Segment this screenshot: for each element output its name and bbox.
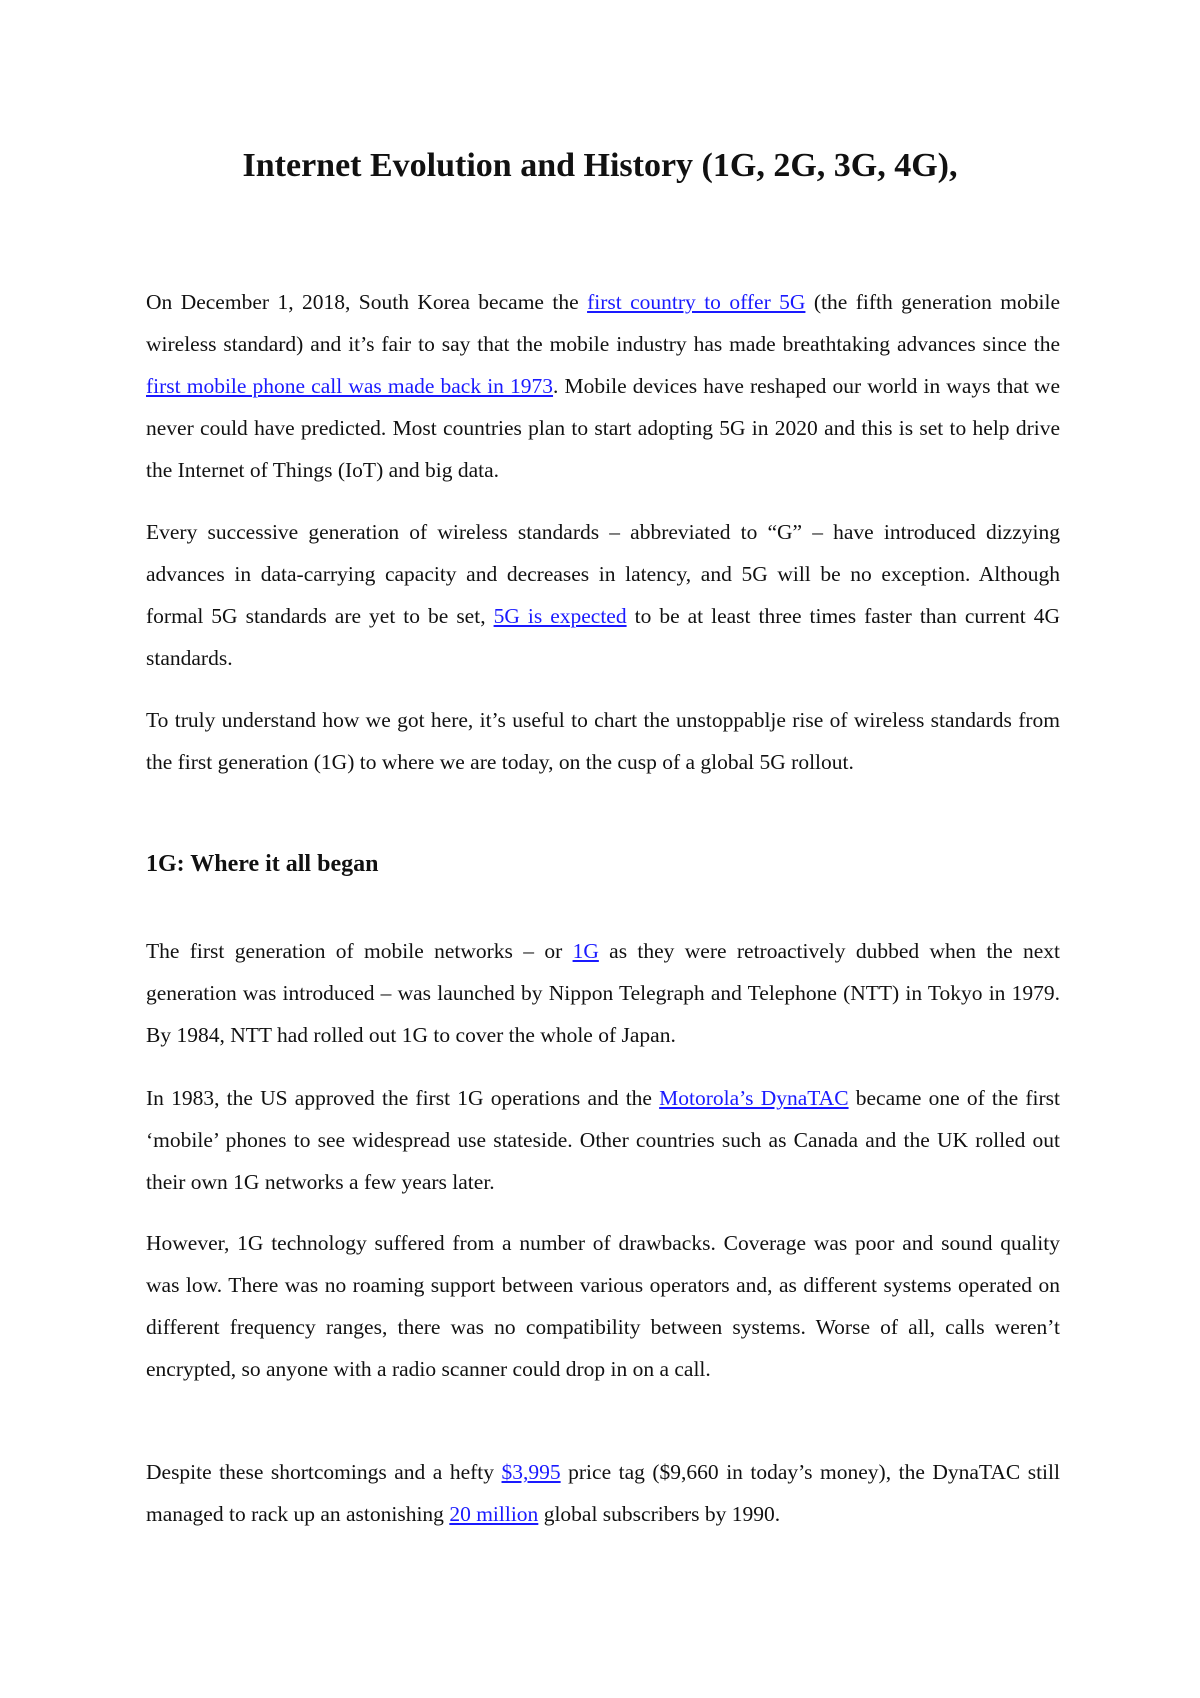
paragraph-generations <box>146 511 1060 679</box>
paragraph-text: However, 1G technology suffered from a number of drawbacks. Coverage was poor and sound quality was low. There was no roaming support between various operators and, as different systems operated on different frequency ranges, there was no compatibility between systems. Worse of all, calls weren’t encrypted, so anyone with a radio scanner could drop in on a call. <box>146 1231 1060 1381</box>
paragraph-understand <box>146 699 1060 783</box>
paragraph-text: In 1983, the US approved the first 1G operations and the <box>146 1086 660 1110</box>
paragraph-text: (the fifth generation mobile wireless standard) and it’s fair to say that the mobile industry has made breathtaking advances since the <box>146 290 1060 356</box>
paragraph-text: . Mobile devices have reshaped our world in ways that we never could have predicted. Most countries plan to start adopting 5G in 2020 and this is set to help drive the Internet of Things (IoT) and big data. <box>146 374 1060 482</box>
paragraph-dynatac-price <box>146 1451 1060 1535</box>
section-heading-1g: 1G: Where it all began <box>146 851 379 877</box>
paragraph-text: The first generation of mobile networks – or <box>146 939 573 963</box>
paragraph-us-1g <box>146 1077 1060 1203</box>
paragraph-text: to be at least three times faster than current 4G standards. <box>146 604 1060 670</box>
paragraph-1g-launch <box>146 930 1060 1056</box>
paragraph-text: as they were retroactively dubbed when the next generation was introduced – was launched by Nippon Telegraph and Telephone (NTT) in Tokyo in 1979. By 1984, NTT had rolled out 1G to cover the whole of Japan. <box>146 939 1060 1047</box>
link-first-country-5g[interactable]: first country to offer 5G <box>587 290 806 314</box>
paragraph-text: On December 1, 2018, South Korea became the <box>146 290 588 314</box>
link-20-million[interactable]: 20 million <box>449 1502 539 1526</box>
paragraph-text: Every successive generation of wireless standards – abbreviated to “G” – have introduced dizzying advances in data-carrying capacity and decreases in latency, and 5G will be no exception. Although formal 5G standards are yet to be set, <box>146 520 1060 628</box>
paragraph-1g-drawbacks <box>146 1222 1060 1390</box>
paragraph-text: To truly understand how we got here, it’s useful to chart the unstoppablje rise of wireless standards from the first generation (1G) to where we are today, on the cusp of a global 5G rollout. <box>146 708 1060 774</box>
link-5g-expected[interactable]: 5G is expected <box>493 604 627 628</box>
document-title: Internet Evolution and History (1G, 2G, 3G, 4G), <box>242 147 958 184</box>
paragraph-text: price tag ($9,660 in today’s money), the DynaTAC still managed to rack up an astonishing <box>146 1460 1060 1526</box>
paragraph-text: became one of the first ‘mobile’ phones to see widespread use stateside. Other countries such as Canada and the UK rolled out their own 1G networks a few years later. <box>146 1086 1061 1194</box>
link-motorola-dynatac[interactable]: Motorola’s DynaTAC <box>659 1086 849 1110</box>
paragraph-text: Despite these shortcomings and a hefty <box>146 1460 502 1484</box>
link-price-3995[interactable]: $3,995 <box>501 1460 561 1484</box>
link-first-mobile-call-1973[interactable]: first mobile phone call was made back in 1973 <box>146 374 554 398</box>
link-1g[interactable]: 1G <box>572 939 599 963</box>
paragraph-text: global subscribers by 1990. <box>538 1502 781 1526</box>
paragraph-intro <box>146 281 1060 491</box>
